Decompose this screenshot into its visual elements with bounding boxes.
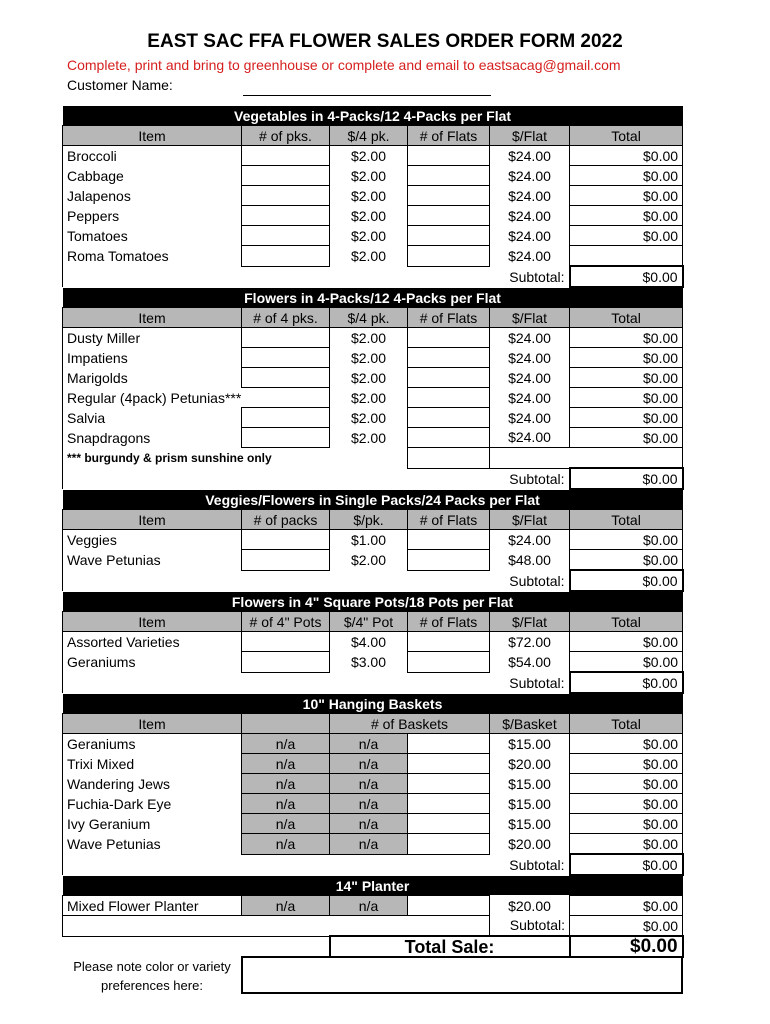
- singles-section-header: [63, 489, 683, 510]
- na-cell: n/a: [330, 834, 408, 855]
- row-total: $0.00: [570, 774, 683, 794]
- customer-name-label: Customer Name:: [67, 77, 173, 93]
- subtotal-label: Subtotal:: [490, 570, 570, 591]
- baskets-input[interactable]: [408, 834, 490, 855]
- qty-input[interactable]: [242, 348, 330, 368]
- subtotal-label: Subtotal:: [490, 672, 570, 693]
- row-total: $0.00: [570, 328, 683, 348]
- row-total: $0.00: [570, 428, 683, 448]
- item-name: Mixed Flower Planter: [63, 896, 242, 916]
- subtotal-value: $0.00: [570, 570, 683, 591]
- item-name: Wandering Jews: [63, 774, 242, 794]
- unit-price: $2.00: [350, 247, 387, 264]
- item-name: Assorted Varieties: [63, 632, 242, 652]
- na-cell: n/a: [242, 834, 330, 855]
- subtotal-value: $0.00: [570, 916, 683, 937]
- row-total: $0.00: [570, 530, 683, 550]
- item-name: Dusty Miller: [63, 328, 242, 348]
- unit-price: $3.00: [350, 653, 387, 670]
- table-row: [63, 206, 683, 226]
- item-name: Tomatoes: [63, 226, 242, 246]
- total-sale-value: $0.00: [570, 936, 683, 957]
- na-cell: n/a: [330, 774, 408, 794]
- na-cell: n/a: [242, 896, 330, 916]
- col-flat-price: $/Flat: [490, 612, 570, 632]
- col-price: $/4 pk.: [330, 308, 408, 328]
- qty-input[interactable]: [242, 632, 330, 652]
- qty-input[interactable]: [242, 146, 330, 166]
- qty-input[interactable]: [242, 368, 330, 388]
- qty-input[interactable]: [242, 328, 330, 348]
- item-name: Marigolds: [63, 368, 242, 388]
- na-cell: n/a: [330, 734, 408, 754]
- col-total: Total: [570, 308, 683, 328]
- flat-price: $24.00: [508, 329, 551, 346]
- basket-price: $15.00: [508, 815, 551, 832]
- row-total: $0.00: [570, 734, 683, 754]
- subtotal-value: $0.00: [570, 468, 683, 489]
- item-name: Jalapenos: [63, 186, 242, 206]
- col-flat-price: $/Flat: [490, 126, 570, 146]
- item-name: Snapdragons: [63, 428, 242, 448]
- table-row: [63, 428, 683, 448]
- col-price: $/4 pk.: [330, 126, 408, 146]
- flats-input[interactable]: [408, 166, 490, 186]
- notes-label: [62, 957, 242, 995]
- na-cell: n/a: [330, 754, 408, 774]
- total-sale-row: [63, 936, 683, 957]
- row-total: $0.00: [570, 206, 683, 226]
- col-blank-1: [242, 714, 330, 734]
- table-row: [63, 328, 683, 348]
- col-flats: # of Flats: [408, 612, 490, 632]
- flats-input[interactable]: [408, 652, 490, 673]
- na-cell: n/a: [330, 794, 408, 814]
- unit-price: $2.00: [350, 187, 387, 204]
- col-qty: # of 4 pks.: [242, 308, 330, 328]
- col-item: Item: [63, 308, 242, 328]
- item-name: Cabbage: [63, 166, 242, 186]
- row-total: $0.00: [570, 408, 683, 428]
- flat-price: $24.00: [508, 207, 551, 224]
- col-price: $/pk.: [330, 510, 408, 530]
- footnote-row: [63, 448, 683, 469]
- table-row: [63, 388, 683, 408]
- baskets-column-headers: [63, 714, 683, 734]
- table-row: [63, 186, 683, 206]
- order-table: [62, 106, 684, 958]
- table-row: [63, 166, 683, 186]
- flats-input[interactable]: [408, 328, 490, 348]
- item-name: Veggies: [63, 530, 242, 550]
- col-item: Item: [63, 612, 242, 632]
- qty-input[interactable]: [242, 206, 330, 226]
- col-qty: # of 4" Pots: [242, 612, 330, 632]
- baskets-section-header: [63, 693, 683, 714]
- table-row: [63, 632, 683, 652]
- col-baskets: # of Baskets: [330, 714, 490, 734]
- baskets-input[interactable]: [408, 734, 490, 754]
- notes-label-line-2: preferences here:: [101, 978, 203, 993]
- qty-input[interactable]: [242, 428, 330, 448]
- qty-input[interactable]: [242, 550, 330, 571]
- unit-price: $2.00: [350, 551, 387, 568]
- item-name: Salvia: [63, 408, 242, 428]
- subtotal-value: $0.00: [570, 854, 683, 875]
- row-total: $0.00: [570, 226, 683, 246]
- item-name: Regular (4pack) Petunias***: [63, 388, 330, 408]
- customer-name-field[interactable]: [243, 95, 491, 96]
- unit-price: $1.00: [350, 531, 387, 548]
- row-total: $0.00: [570, 754, 683, 774]
- flat-price: $24.00: [508, 349, 551, 366]
- table-row: [63, 774, 683, 794]
- flowers-section-title: Flowers in 4-Packs/12 4-Packs per Flat: [63, 287, 683, 308]
- qty-input[interactable]: [242, 408, 330, 428]
- col-qty: # of packs: [242, 510, 330, 530]
- item-name: Broccoli: [63, 146, 242, 166]
- col-basket-price: $/Basket: [490, 714, 570, 734]
- table-row: [63, 530, 683, 550]
- col-total: Total: [570, 612, 683, 632]
- table-row: [63, 246, 683, 267]
- flowers-column-headers: [63, 308, 683, 328]
- veg-section-header: [63, 106, 683, 126]
- unit-price: $4.00: [350, 633, 387, 650]
- row-total: $0.00: [570, 186, 683, 206]
- item-name: Fuchia-Dark Eye: [63, 794, 242, 814]
- table-row: [63, 834, 683, 855]
- col-total: Total: [570, 126, 683, 146]
- pots-column-headers: [63, 612, 683, 632]
- unit-price: $2.00: [350, 147, 387, 164]
- table-row: [63, 146, 683, 166]
- subtotal-label: Subtotal:: [490, 854, 570, 875]
- subtotal-label: Subtotal:: [490, 916, 570, 937]
- flats-input[interactable]: [408, 206, 490, 226]
- unit-price: $2.00: [330, 388, 408, 408]
- flat-price: $24.00: [508, 409, 551, 426]
- row-total: $0.00: [570, 550, 683, 571]
- item-name: Geraniums: [63, 734, 242, 754]
- table-row: [63, 754, 683, 774]
- qty-input[interactable]: [242, 166, 330, 186]
- col-flats: # of Flats: [408, 126, 490, 146]
- qty-input[interactable]: [242, 246, 330, 267]
- col-total: Total: [570, 510, 683, 530]
- subtotal-label: Subtotal:: [490, 468, 570, 489]
- table-row: [63, 814, 683, 834]
- subtotal-row: [63, 854, 683, 875]
- col-total: Total: [570, 714, 683, 734]
- col-flats: # of Flats: [408, 510, 490, 530]
- row-total: $0.00: [570, 348, 683, 368]
- baskets-input[interactable]: [408, 794, 490, 814]
- subtotal-row: [63, 672, 683, 693]
- flats-input[interactable]: [408, 408, 490, 428]
- subtotal-row: [63, 570, 683, 591]
- col-item: Item: [63, 510, 242, 530]
- subtotal-row: [63, 468, 683, 489]
- unit-price: $2.00: [350, 207, 387, 224]
- table-row: [63, 794, 683, 814]
- col-item: Item: [63, 714, 242, 734]
- item-name: Wave Petunias: [63, 550, 242, 571]
- flats-input[interactable]: [408, 186, 490, 206]
- flat-price: $24.00: [508, 531, 551, 548]
- flats-input[interactable]: [408, 428, 490, 448]
- flat-price: $48.00: [508, 551, 551, 568]
- unit-price: $2.00: [350, 429, 387, 446]
- row-total: $0.00: [570, 834, 683, 855]
- baskets-input[interactable]: [408, 814, 490, 834]
- flat-price: $72.00: [508, 633, 551, 650]
- flat-price: $24.00: [508, 369, 551, 386]
- qty-input[interactable]: [242, 226, 330, 246]
- singles-column-headers: [63, 510, 683, 530]
- singles-section-title: Veggies/Flowers in Single Packs/24 Packs per Flat: [63, 489, 683, 510]
- unit-price: $2.00: [350, 409, 387, 426]
- qty-input[interactable]: [242, 530, 330, 550]
- row-total: $0.00: [570, 652, 683, 673]
- item-name: Impatiens: [63, 348, 242, 368]
- flat-price: $24.00: [508, 429, 551, 446]
- unit-price: $2.00: [350, 329, 387, 346]
- pots-section-header: [63, 591, 683, 612]
- item-name: Trixi Mixed: [63, 754, 242, 774]
- basket-price: $15.00: [508, 795, 551, 812]
- flat-price: $24.00: [508, 167, 551, 184]
- row-total: [570, 246, 683, 267]
- baskets-section-title: 10" Hanging Baskets: [63, 693, 683, 714]
- flats-input[interactable]: [408, 226, 490, 246]
- table-row: [63, 408, 683, 428]
- flats-input[interactable]: [408, 368, 490, 388]
- table-row: [63, 734, 683, 754]
- notes-label-line-1: Please note color or variety: [73, 959, 231, 974]
- na-cell: n/a: [242, 734, 330, 754]
- col-item: Item: [63, 126, 242, 146]
- na-cell: n/a: [242, 794, 330, 814]
- flats-input[interactable]: [408, 388, 490, 408]
- row-total: $0.00: [570, 632, 683, 652]
- na-cell: n/a: [330, 814, 408, 834]
- planter-section-header: [63, 875, 683, 896]
- col-price: $/4" Pot: [330, 612, 408, 632]
- unit-price: $2.00: [350, 167, 387, 184]
- qty-input[interactable]: [242, 186, 330, 206]
- flats-input[interactable]: [408, 632, 490, 652]
- item-name: Roma Tomatoes: [63, 246, 242, 267]
- na-cell: n/a: [330, 896, 408, 916]
- table-row: [63, 652, 683, 673]
- flowers-section-header: [63, 287, 683, 308]
- row-total: $0.00: [570, 794, 683, 814]
- table-row: [63, 226, 683, 246]
- planter-price: $20.00: [508, 897, 551, 914]
- flat-price: $54.00: [508, 653, 551, 670]
- flat-price: $24.00: [508, 227, 551, 244]
- row-total: $0.00: [570, 814, 683, 834]
- na-cell: n/a: [242, 754, 330, 774]
- flat-price: $24.00: [508, 247, 551, 264]
- unit-price: $2.00: [350, 369, 387, 386]
- subtotal-row: [63, 916, 683, 937]
- flats-input[interactable]: [408, 348, 490, 368]
- subtotal-value: $0.00: [570, 266, 683, 287]
- flat-price: $24.00: [508, 187, 551, 204]
- basket-price: $20.00: [508, 755, 551, 772]
- unit-price: $2.00: [350, 227, 387, 244]
- flats-input[interactable]: [408, 246, 490, 267]
- row-total: $0.00: [570, 166, 683, 186]
- flat-price: $24.00: [508, 147, 551, 164]
- total-sale-label: Total Sale:: [330, 936, 570, 957]
- col-flats: # of Flats: [408, 308, 490, 328]
- instructions-text: Complete, print and bring to greenhouse or complete and email to eastsacag@gmail.com: [67, 57, 621, 73]
- qty-input[interactable]: [242, 652, 330, 673]
- table-row: [63, 550, 683, 571]
- item-name: Geraniums: [63, 652, 242, 673]
- planter-qty-input[interactable]: [408, 896, 490, 916]
- row-total: $0.00: [570, 368, 683, 388]
- unit-price: $2.00: [350, 349, 387, 366]
- preferences-notes-field[interactable]: [241, 956, 683, 994]
- row-total: $0.00: [570, 146, 683, 166]
- flats-input[interactable]: [408, 550, 490, 571]
- veg-column-headers: [63, 126, 683, 146]
- footnote: *** burgundy & prism sunshine only: [63, 448, 408, 469]
- flat-price: $24.00: [508, 389, 551, 406]
- planter-section-title: 14" Planter: [63, 875, 683, 896]
- col-flat-price: $/Flat: [490, 510, 570, 530]
- table-row: [63, 368, 683, 388]
- flats-input[interactable]: [408, 530, 490, 550]
- item-name: Ivy Geranium: [63, 814, 242, 834]
- na-cell: n/a: [242, 814, 330, 834]
- page-title: EAST SAC FFA FLOWER SALES ORDER FORM 2022: [147, 31, 623, 52]
- subtotal-value: $0.00: [570, 672, 683, 693]
- row-total: $0.00: [570, 896, 683, 916]
- basket-price: $15.00: [508, 735, 551, 752]
- row-total: $0.00: [570, 388, 683, 408]
- basket-price: $15.00: [508, 775, 551, 792]
- basket-price: $20.00: [508, 835, 551, 852]
- pots-section-title: Flowers in 4" Square Pots/18 Pots per Flat: [63, 591, 683, 612]
- col-flat-price: $/Flat: [490, 308, 570, 328]
- table-row: [63, 896, 683, 916]
- item-name: Wave Petunias: [63, 834, 242, 855]
- col-qty: # of pks.: [242, 126, 330, 146]
- subtotal-row: [63, 266, 683, 287]
- na-cell: n/a: [242, 774, 330, 794]
- baskets-input[interactable]: [408, 774, 490, 794]
- table-row: [63, 348, 683, 368]
- baskets-input[interactable]: [408, 754, 490, 774]
- subtotal-label: Subtotal:: [490, 266, 570, 287]
- item-name: Peppers: [63, 206, 242, 226]
- veg-section-title: Vegetables in 4-Packs/12 4-Packs per Flat: [63, 106, 683, 126]
- flats-input[interactable]: [408, 146, 490, 166]
